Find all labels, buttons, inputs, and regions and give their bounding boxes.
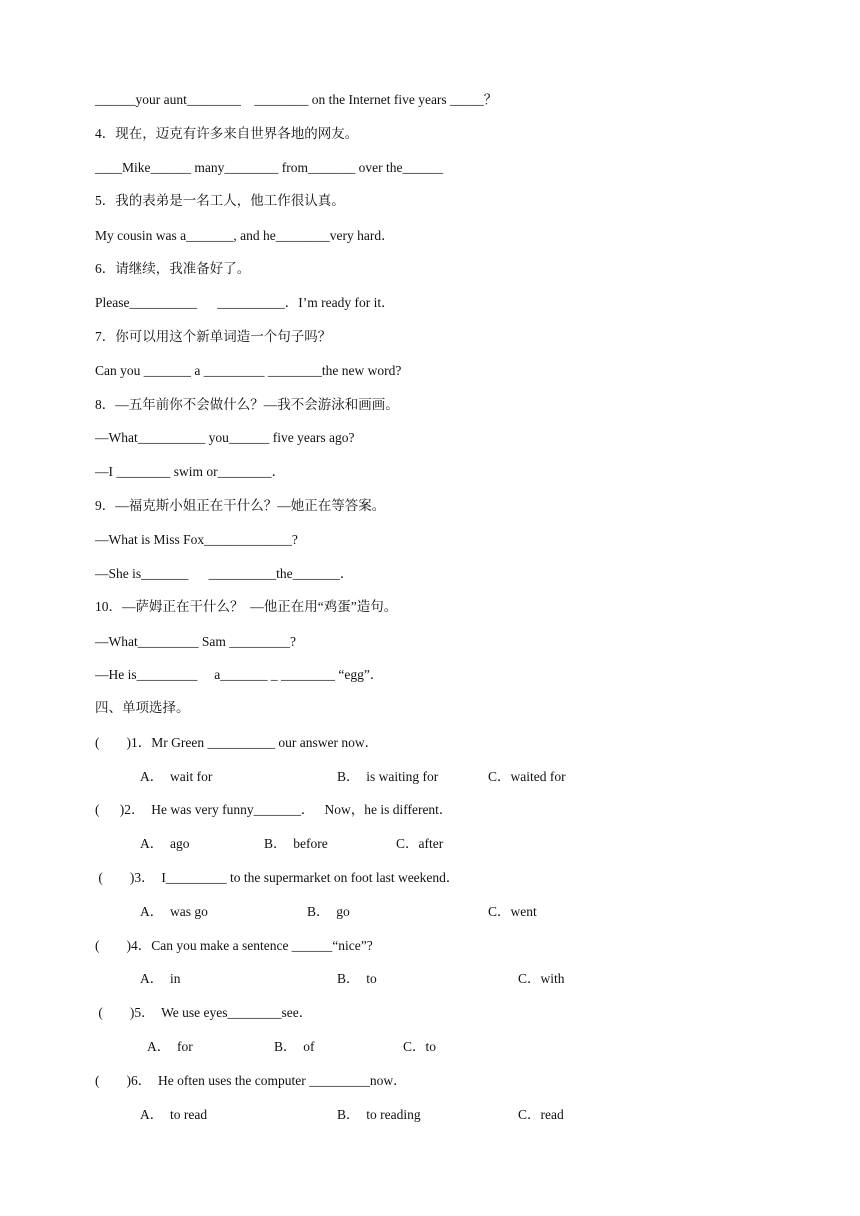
- exercise-line: —What_________ Sam _________?: [95, 634, 296, 649]
- mc-option-a: A． wait for: [140, 769, 213, 784]
- mc-option-c: C．with: [518, 971, 565, 986]
- mc-question-stem: ( )4．Can you make a sentence ______“nice”?: [95, 938, 373, 953]
- mc-option-c: C．waited for: [488, 769, 566, 784]
- exercise-line: —What__________ you______ five years ago?: [95, 430, 355, 445]
- mc-question-stem: ( )3． I_________ to the supermarket on foot last weekend．: [95, 870, 460, 885]
- exercise-line: ____Mike______ many________ from_______ over the______: [95, 160, 443, 175]
- exercise-line: —He is_________ a_______ _ ________ “egg”．: [95, 667, 384, 682]
- mc-option-c: C．went: [488, 904, 537, 919]
- mc-question-stem: ( )5． We use eyes________see．: [95, 1005, 313, 1020]
- mc-question-stem: ( )2． He was very funny_______． Now，he is different．: [95, 802, 453, 817]
- mc-option-b: B． of: [274, 1039, 315, 1054]
- mc-option-b: B． to reading: [337, 1107, 421, 1122]
- question-heading: 8．—五年前你不会做什么？—我不会游泳和画画。: [95, 397, 399, 412]
- mc-option-c: C．read: [518, 1107, 564, 1122]
- section-heading: 四、单项选择。: [95, 700, 190, 715]
- mc-option-c: C．after: [396, 836, 444, 851]
- question-heading: 5．我的表弟是一名工人，他工作很认真。: [95, 193, 345, 208]
- mc-option-b: B． go: [307, 904, 350, 919]
- exercise-line: —She is_______ __________the_______．: [95, 566, 354, 581]
- exercise-line: —I ________ swim or________．: [95, 464, 286, 479]
- mc-option-a: A． to read: [140, 1107, 208, 1122]
- mc-question-stem: ( )1．Mr Green __________ our answer now．: [95, 735, 379, 750]
- mc-option-a: A． for: [147, 1039, 193, 1054]
- exercise-line: —What is Miss Fox_____________?: [95, 532, 298, 547]
- mc-option-c: C．to: [403, 1039, 437, 1054]
- mc-option-a: A． was go: [140, 904, 208, 919]
- question-heading: 4．现在，迈克有许多来自世界各地的网友。: [95, 126, 359, 141]
- question-heading: 6．请继续，我准备好了。: [95, 261, 251, 276]
- mc-option-b: B． to: [337, 971, 377, 986]
- mc-option-b: B． is waiting for: [337, 769, 439, 784]
- exercise-line: Please__________ __________．I’m ready for it．: [95, 295, 395, 310]
- question-heading: 9．—福克斯小姐正在干什么？—她正在等答案。: [95, 498, 386, 513]
- mc-option-b: B． before: [264, 836, 328, 851]
- mc-option-a: A． ago: [140, 836, 190, 851]
- mc-question-stem: ( )6． He often uses the computer _________now．: [95, 1073, 407, 1088]
- exercise-line: ______your aunt________ ________ on the Internet five years _____？: [95, 92, 498, 107]
- question-heading: 7．你可以用这个新单词造一个句子吗？: [95, 329, 332, 344]
- exercise-line: Can you _______ a _________ ________the new word?: [95, 363, 402, 378]
- mc-option-a: A． in: [140, 971, 181, 986]
- question-heading: 10．—萨姆正在干什么？ —他正在用“鸡蛋”造句。: [95, 599, 398, 614]
- exercise-line: My cousin was a_______, and he________very hard．: [95, 228, 395, 243]
